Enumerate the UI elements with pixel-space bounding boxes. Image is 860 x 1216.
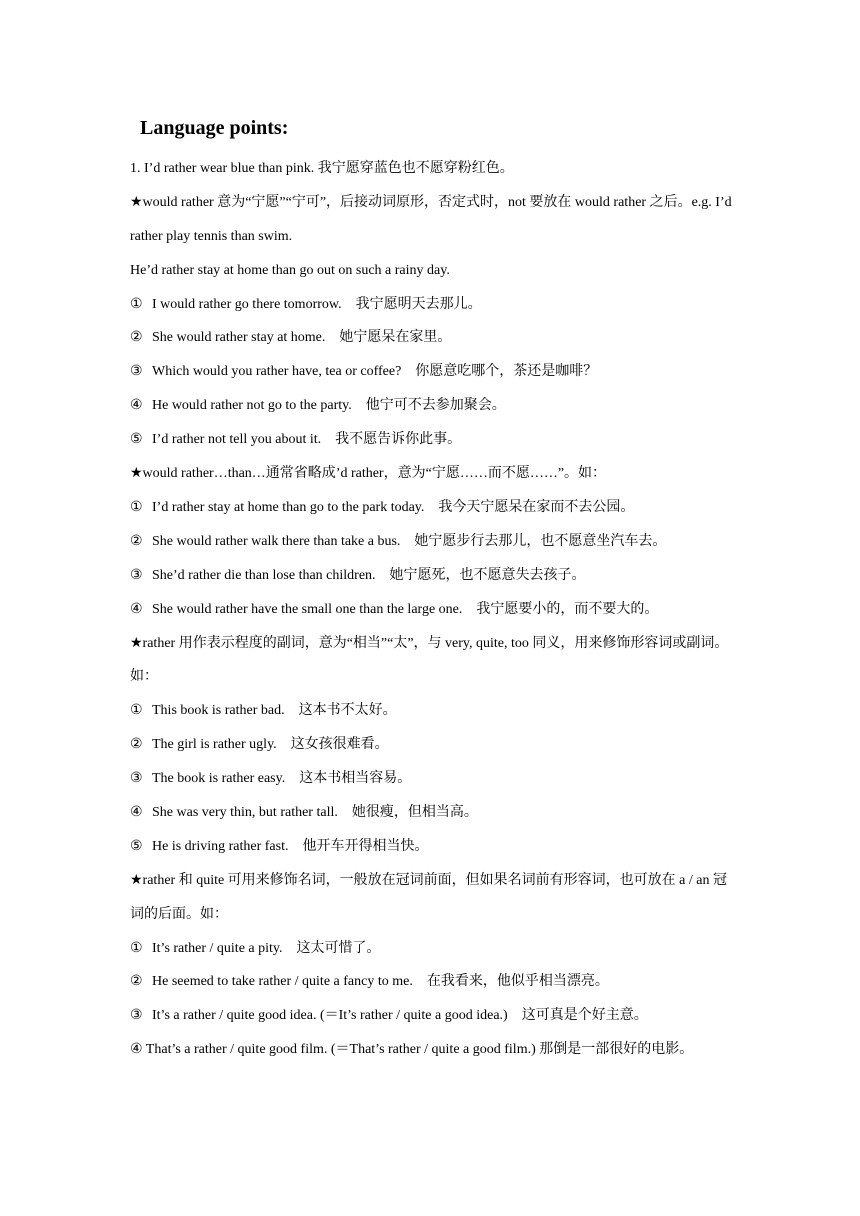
item-chinese: 她宁愿呆在家里。	[339, 330, 452, 346]
item-number: ④	[130, 398, 143, 414]
list-item-last: ④ That’s a rather / quite good film. (＝That’s rather / quite a good film.) 那倒是一部很好的电影。	[130, 1042, 694, 1058]
item-english: The book is rather easy.	[152, 771, 286, 787]
point-title: 1. I’d rather wear blue than pink. 我宁愿穿蓝色也不愿穿粉红色。	[130, 161, 514, 176]
item-number: ④	[130, 804, 143, 820]
example-list-rather-adverb	[130, 694, 734, 863]
item-chinese: 我不愿告诉你此事。	[335, 432, 462, 448]
item-chinese: 这太可惜了。	[296, 940, 381, 956]
item-chinese: 她宁愿死，也不愿意失去孩子。	[389, 567, 586, 583]
item-number: ③	[130, 364, 143, 380]
list-item	[130, 559, 734, 593]
item-number: ①	[130, 703, 143, 719]
item-chinese: 这可真是个好主意。	[521, 1008, 648, 1024]
list-item	[130, 321, 734, 355]
list-item	[130, 830, 734, 864]
list-item	[130, 593, 734, 627]
item-chinese: 我今天宁愿呆在家而不去公园。	[438, 499, 635, 515]
list-item	[130, 491, 734, 525]
note-rather-quite-nouns: ★rather 和 quite 可用来修饰名词，一般放在冠词前面，但如果名词前有形容词，也可放在 a / an 冠词的后面。如：	[130, 872, 728, 922]
item-chinese: 她很瘦，但相当高。	[351, 804, 478, 820]
note-would-rather: ★would rather 意为“宁愿”“宁可”，后接动词原形，否定式时，not 要放在 would rather 之后。e.g. I’d rather play tennis than swim.	[130, 194, 732, 244]
item-number: ②	[130, 974, 143, 990]
item-english: I’d rather stay at home than go to the park today.	[152, 499, 425, 515]
item-number: ⑤	[130, 838, 143, 854]
list-item	[130, 355, 734, 389]
item-english: She would rather stay at home.	[152, 330, 326, 346]
list-item	[130, 728, 734, 762]
list-item	[130, 762, 734, 796]
item-english: He would rather not go to the party.	[152, 398, 352, 414]
item-chinese: 我宁愿要小的，而不要大的。	[476, 601, 659, 617]
item-chinese: 她宁愿步行去那儿，也不愿意坐汽车去。	[414, 533, 667, 549]
item-chinese: 我宁愿明天去那儿。	[355, 296, 482, 312]
item-english: She was very thin, but rather tall.	[152, 804, 338, 820]
example-list-rather-quite	[130, 932, 734, 1068]
item-number: ⑤	[130, 432, 143, 448]
example-list-would-rather	[130, 288, 734, 457]
item-number: ①	[130, 940, 143, 956]
list-item	[130, 389, 734, 423]
item-english: He seemed to take rather / quite a fancy to me.	[152, 974, 413, 990]
item-english: She’d rather die than lose than children.	[152, 567, 376, 583]
list-item	[130, 694, 734, 728]
item-number: ②	[130, 737, 143, 753]
list-item	[130, 288, 734, 322]
item-number: ②	[130, 533, 143, 549]
item-chinese: 他宁可不去参加聚会。	[365, 398, 506, 414]
item-english: Which would you rather have, tea or coffee?	[152, 364, 402, 380]
item-chinese: 这本书不太好。	[298, 703, 397, 719]
note-rather-adverb: ★rather 用作表示程度的副词，意为“相当”“太”，与 very, quite, too 同义，用来修饰形容词或副词。如：	[130, 635, 729, 685]
list-item	[130, 796, 734, 830]
item-chinese: 这女孩很难看。	[290, 737, 389, 753]
list-item	[130, 423, 734, 457]
item-number: ①	[130, 499, 143, 515]
item-number: ①	[130, 296, 143, 312]
item-english: She would rather walk there than take a bus.	[152, 533, 401, 549]
item-chinese: 这本书相当容易。	[299, 771, 412, 787]
list-item	[130, 999, 734, 1033]
item-number: ③	[130, 567, 143, 583]
item-english: It’s rather / quite a pity.	[152, 940, 283, 956]
item-english: I’d rather not tell you about it.	[152, 432, 322, 448]
note-would-rather-than: ★would rather…than…通常省略成’d rather，意为“宁愿……而不愿……”。如：	[130, 466, 607, 482]
item-english: This book is rather bad.	[152, 703, 285, 719]
list-item	[130, 965, 734, 999]
item-number: ②	[130, 330, 143, 346]
item-chinese: 在我看来，他似乎相当漂亮。	[426, 974, 609, 990]
item-english: I would rather go there tomorrow.	[152, 296, 342, 312]
document-body	[130, 152, 734, 1067]
section-heading: Language points:	[140, 117, 289, 139]
item-english: She would rather have the small one than the large one.	[152, 601, 463, 617]
item-english: It’s a rather / quite good idea. (＝It’s rather / quite a good idea.)	[152, 1008, 508, 1024]
item-number: ③	[130, 771, 143, 787]
example-list-would-rather-than	[130, 491, 734, 627]
list-item	[130, 932, 734, 966]
item-number: ③	[130, 1008, 143, 1024]
example-sentence: He’d rather stay at home than go out on such a rainy day.	[130, 262, 450, 278]
item-english: The girl is rather ugly.	[152, 737, 277, 753]
item-number: ④	[130, 601, 143, 617]
item-english: He is driving rather fast.	[152, 838, 289, 854]
item-chinese: 你愿意吃哪个，茶还是咖啡？	[415, 364, 598, 380]
list-item	[130, 525, 734, 559]
item-chinese: 他开车开得相当快。	[302, 838, 429, 854]
